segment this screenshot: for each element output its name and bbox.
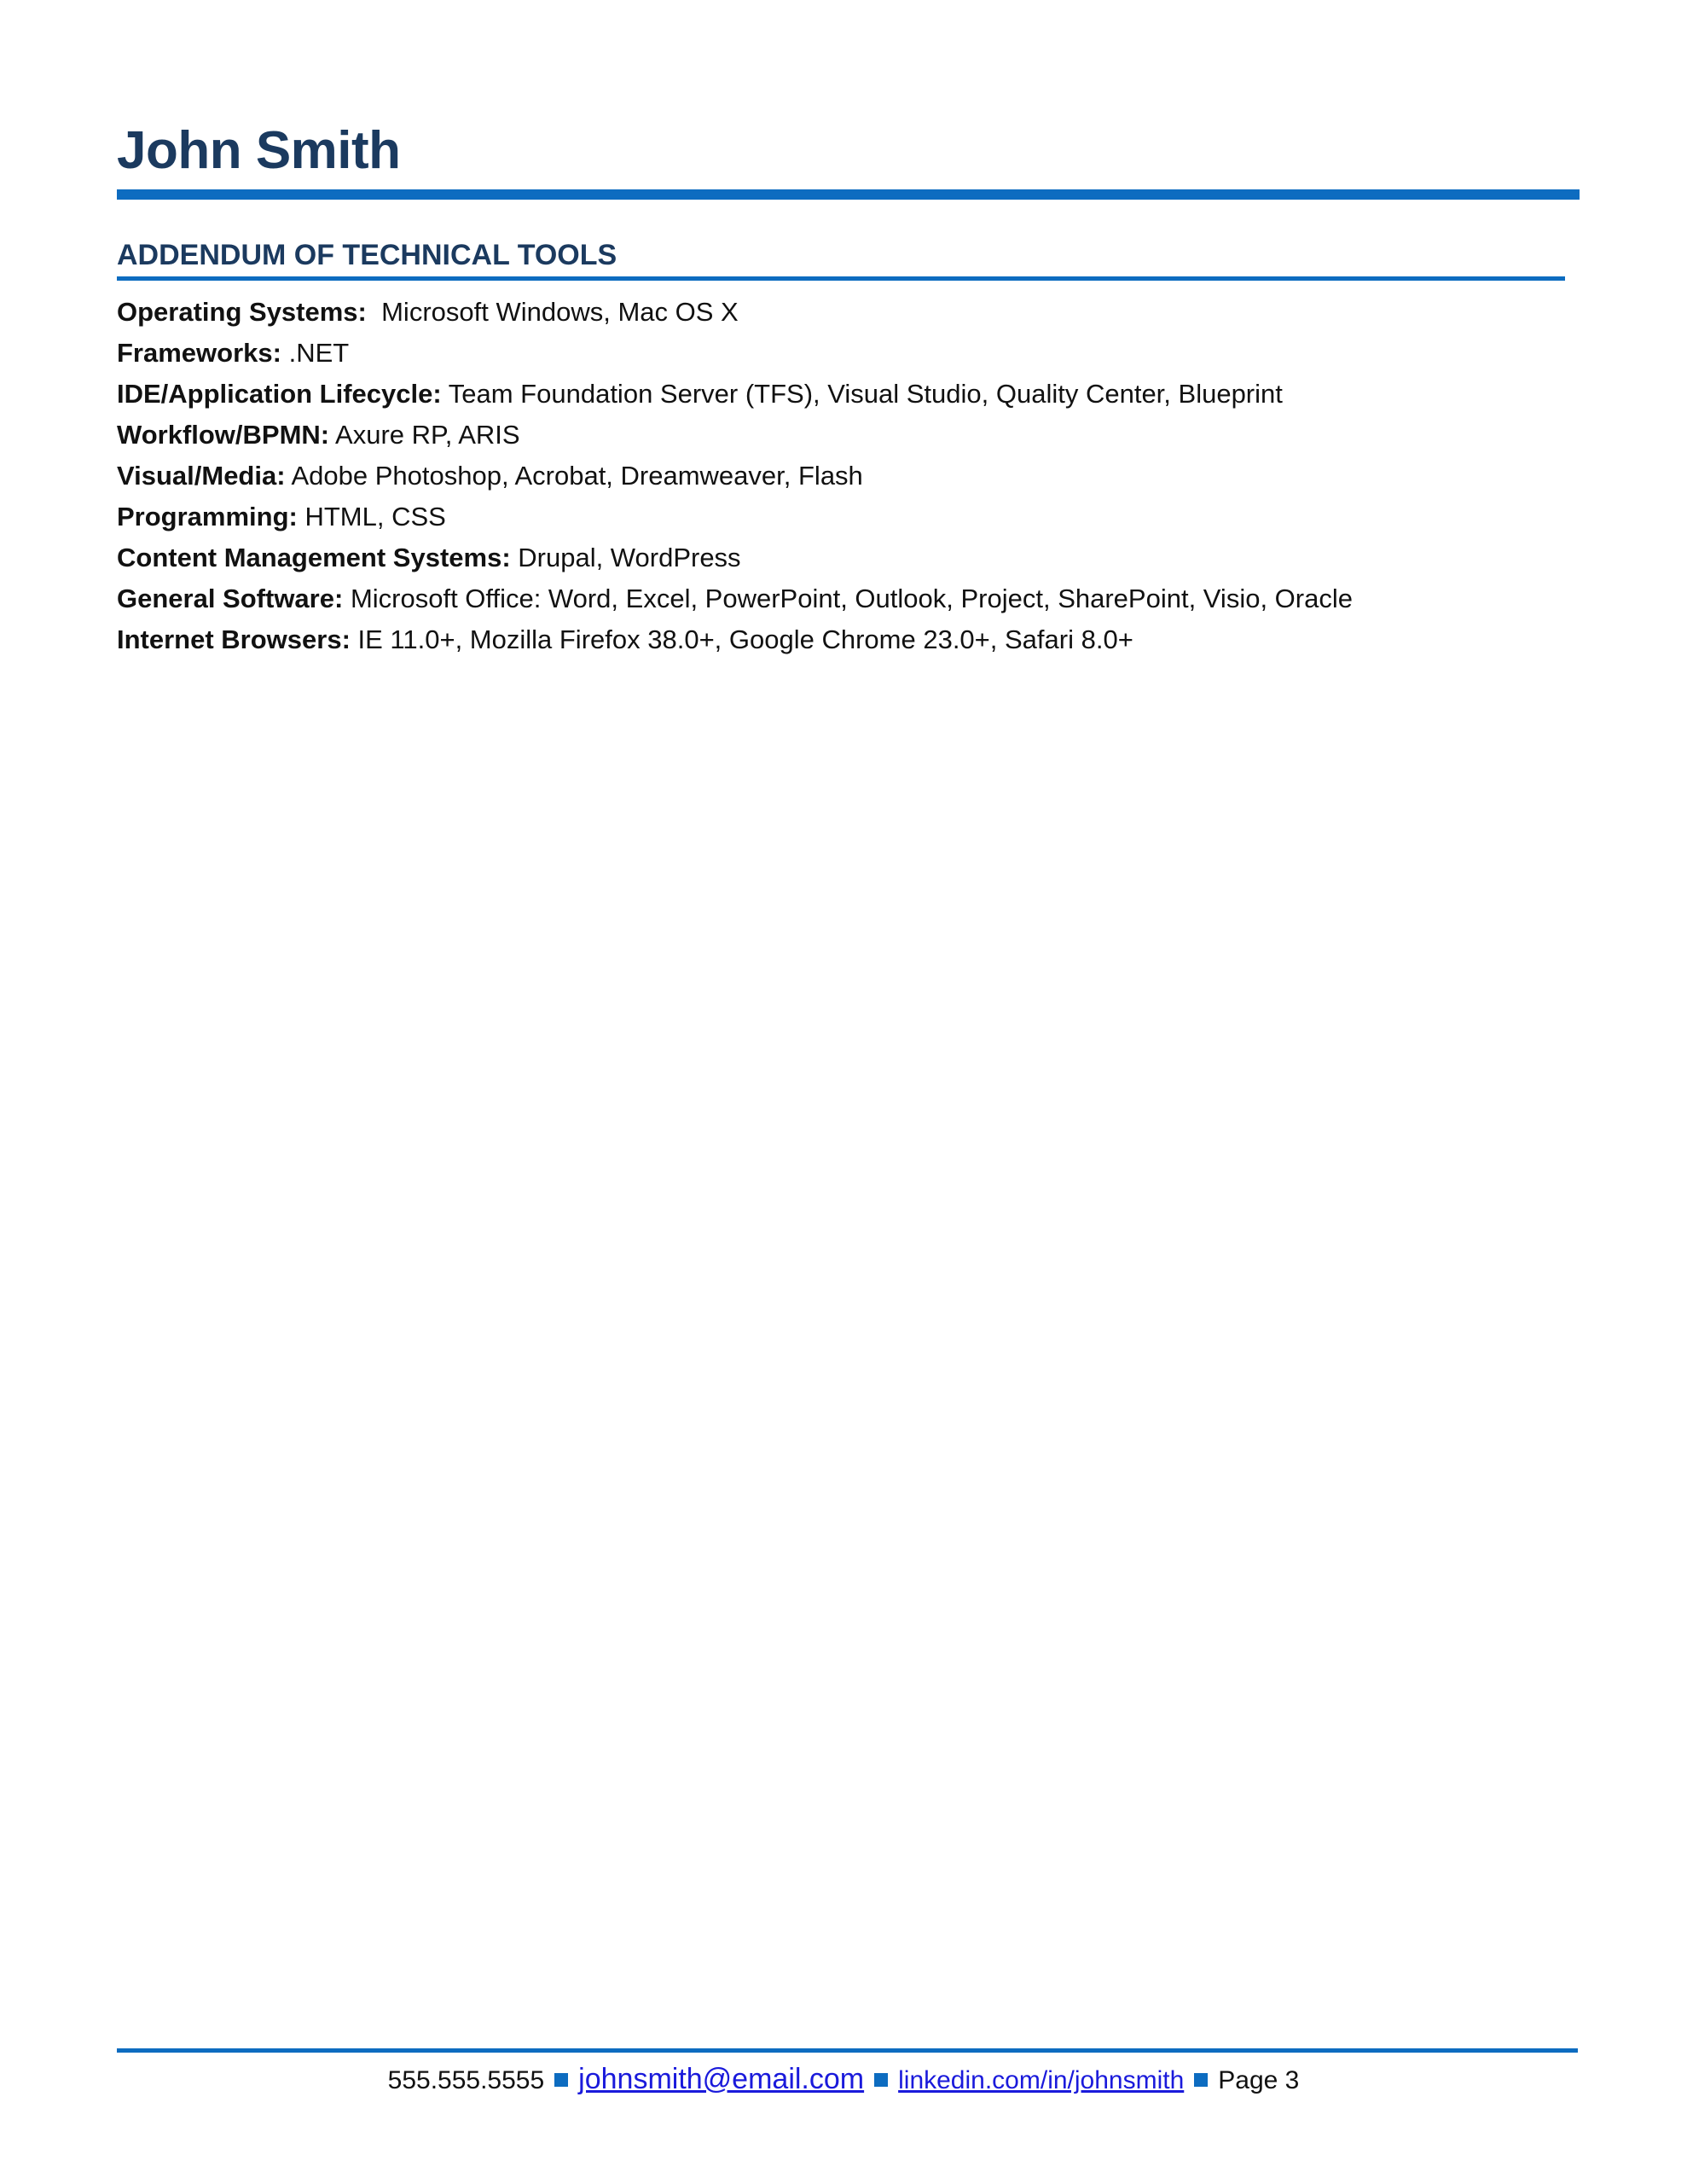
tool-label: Frameworks: — [117, 338, 281, 368]
square-bullet-icon — [874, 2073, 888, 2087]
tool-label: Internet Browsers: — [117, 624, 351, 654]
tool-row-browsers — [117, 619, 1567, 660]
tool-row-operating-systems — [117, 292, 1567, 333]
tool-value: Axure RP, ARIS — [335, 420, 520, 450]
tool-value: HTML, CSS — [304, 502, 446, 531]
tool-row-workflow — [117, 415, 1567, 456]
tool-value: Adobe Photoshop, Acrobat, Dreamweaver, Flash — [291, 461, 863, 491]
tool-value: Team Foundation Server (TFS), Visual Studio, Quality Center, Blueprint — [448, 379, 1283, 409]
square-bullet-icon — [1194, 2073, 1208, 2087]
footer-divider — [117, 2048, 1578, 2053]
tools-list — [117, 292, 1567, 660]
tool-value: IE 11.0+, Mozilla Firefox 38.0+, Google Chrome 23.0+, Safari 8.0+ — [357, 624, 1133, 654]
tool-label: Operating Systems: — [117, 297, 367, 327]
tool-row-cms — [117, 537, 1567, 578]
tool-label: Programming: — [117, 502, 298, 531]
section-divider — [117, 276, 1565, 281]
tool-value: .NET — [288, 338, 350, 368]
header-divider — [117, 189, 1580, 200]
tool-value: Microsoft Windows, Mac OS X — [381, 297, 739, 327]
tool-row-programming — [117, 497, 1567, 537]
tool-label: IDE/Application Lifecycle: — [117, 379, 442, 409]
section-title: ADDENDUM OF TECHNICAL TOOLS — [117, 239, 617, 271]
tool-row-ide — [117, 374, 1567, 415]
footer-phone: 555.555.5555 — [387, 2066, 545, 2094]
footer-page-number: Page 3 — [1218, 2066, 1300, 2094]
tool-label: Visual/Media: — [117, 461, 286, 491]
square-bullet-icon — [554, 2073, 568, 2087]
tool-row-visual-media — [117, 456, 1567, 497]
footer-email-link[interactable]: johnsmith@email.com — [578, 2063, 865, 2095]
tool-label: General Software: — [117, 584, 344, 613]
tool-value: Microsoft Office: Word, Excel, PowerPoint, Outlook, Project, SharePoint, Visio, Oracle — [350, 584, 1353, 613]
tool-label: Content Management Systems: — [117, 543, 511, 572]
footer-linkedin-link[interactable]: linkedin.com/in/johnsmith — [898, 2066, 1185, 2094]
tool-label: Workflow/BPMN: — [117, 420, 330, 450]
resume-name: John Smith — [117, 121, 401, 180]
footer — [0, 2058, 1687, 2102]
tool-row-frameworks — [117, 333, 1567, 374]
tool-value: Drupal, WordPress — [518, 543, 741, 572]
tool-row-general-software — [117, 578, 1567, 619]
